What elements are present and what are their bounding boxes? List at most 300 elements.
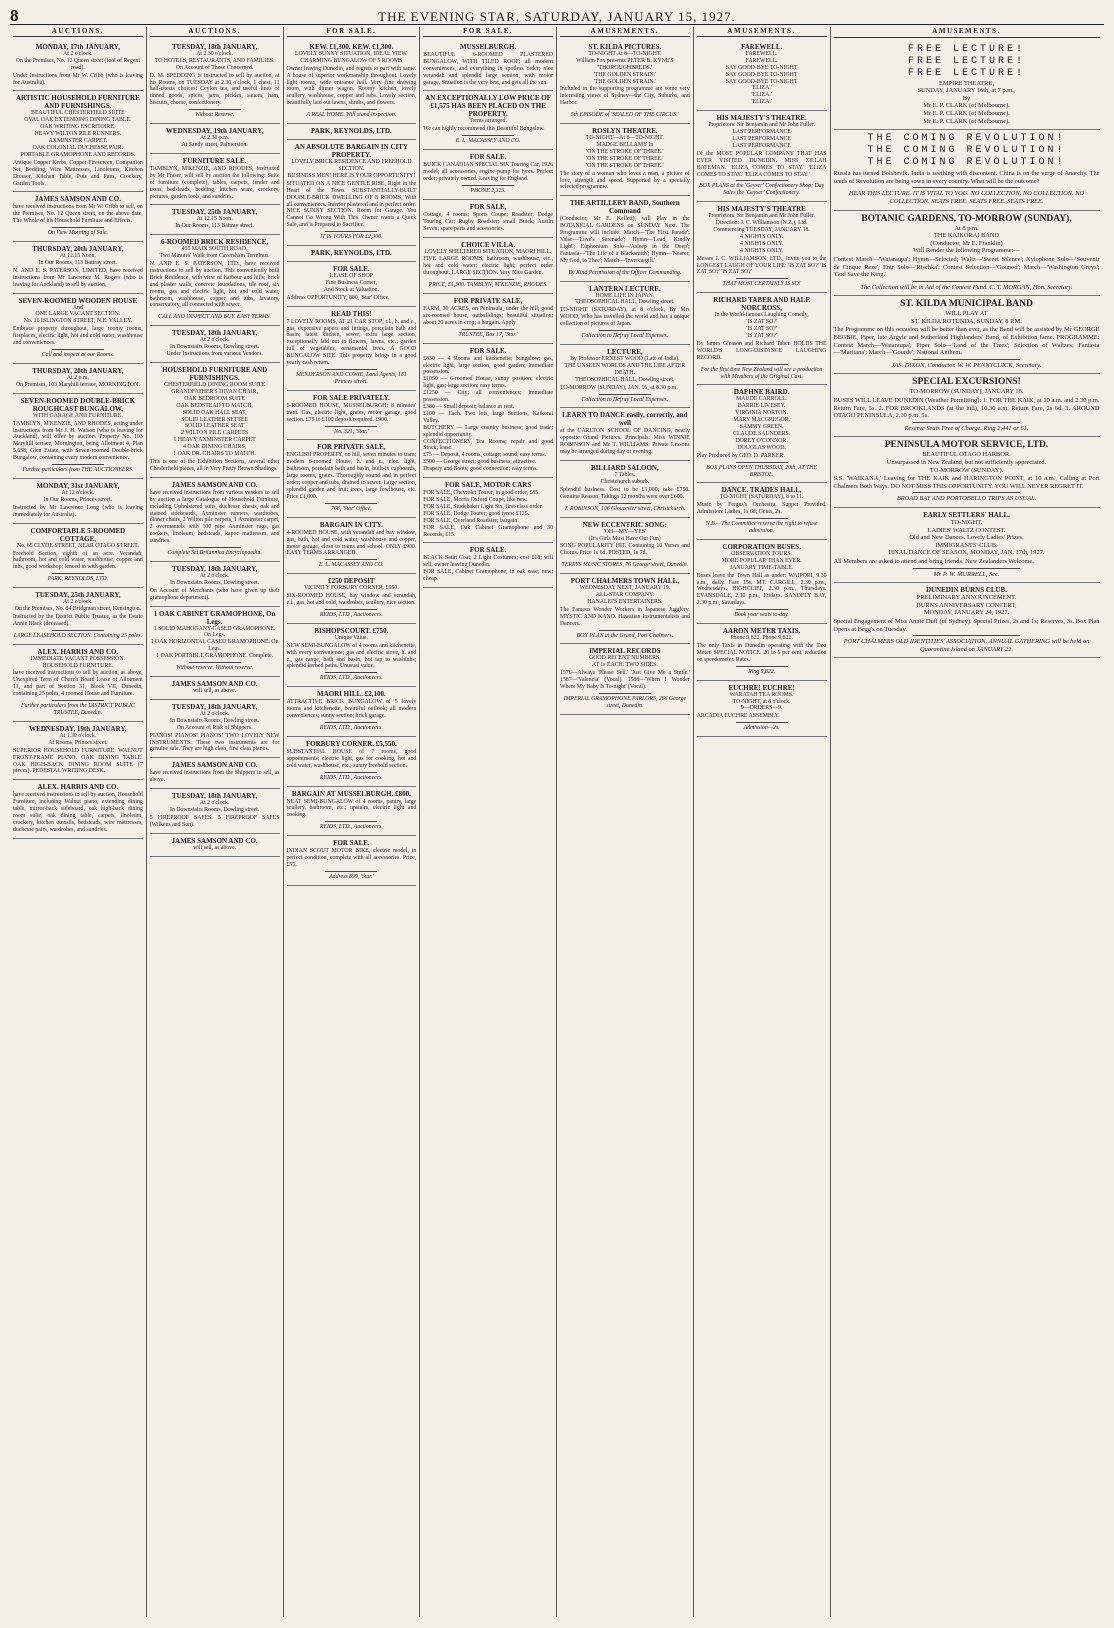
ad-line: 'OH—MY—YES' (603, 528, 647, 535)
ad-body: Instructed by the District Public Trustee, as the Estate Annie Black (deceased). (13, 613, 143, 627)
ad-footer: BOX PLAN at the Grand, Port Chalmers. (576, 632, 674, 639)
advertisement (697, 681, 827, 738)
ad-body: 5 FIREPROOF SAFES. 5 FIREPROOF SAFES (Wilkens and Son). (149, 814, 280, 828)
advertisement (423, 543, 553, 588)
ad-body: SONG POPULARITY HIT. Containing 10 Verses and Chorus. Price 1s 6d. POSTED, 1s 7d. (560, 543, 690, 557)
ad-body: INDIAN SCOUT MOTOR BIKE, electric model, in perfect condition, complete with all accessories. Price, £55. (286, 848, 417, 868)
ad-footer: Further particulars from the DISTRICT PUBLIC TRUSTEE, Dunedin. (20, 703, 135, 716)
ad-line: TO-NIGHT, at 8 o'clock. (732, 698, 791, 705)
ad-title: ST. KILDA PICTURES. (588, 42, 662, 51)
ad-body: This is one of the Exhibition Sections, several other Chesterfield pieces, all in Very Pretty Brown Shadings. (149, 458, 280, 472)
ad-title: FOR SALE. (469, 346, 507, 355)
ad-line: 'IS ZAT SO?' (746, 326, 777, 333)
advertisement (423, 344, 553, 478)
ad-line: On the Premises, No. 12 Queen street (foot of Regent road). (15, 57, 140, 71)
ad-body: S.S. 'WAIKANA,' Leaving for THE KAIK and HARINGTON POINT, at 10 a.m., Calling at Port Chalmers Both Ways. DO NOT MISS THIS OPPORTUNITY. YOU WILL NEVER REGRET IT. (833, 475, 1100, 490)
ad-line: HOUSEHOLD FURNITURE. (42, 662, 114, 669)
ad-rule (325, 772, 377, 773)
ad-line: WITH GARAGE AND FURNITURE. (32, 412, 123, 419)
ad-rule (913, 422, 1019, 423)
masthead (10, 6, 1104, 25)
ad-line: THE COMING REVOLUTION! (867, 145, 1066, 157)
ad-line: WEDNESDAY NEXT, JANUARY 19. (579, 585, 671, 592)
ad-title: FURNITURE SALE. (182, 156, 247, 165)
ad-title: WEDNESDAY, 19th JANUARY, (165, 127, 264, 136)
advertisement (150, 363, 280, 478)
ad-line: 1 OAK DR. CHAIRS TO MATCH. (173, 451, 256, 458)
ad-line: 'THOROUGHBREDS.' (597, 64, 653, 71)
ad-footer: E. L. MACASSEY AND CO. (455, 138, 521, 145)
ad-line: WILL PLAY AT (945, 310, 988, 318)
ad-rule (736, 722, 788, 723)
advertisement (287, 787, 417, 837)
ad-line: Christchurch suburb. (600, 478, 650, 485)
ad-title: AARON METER TAXIS. (722, 627, 801, 636)
ad-line: TO HOTELS, RESTAURANTS, AND FAMILIES. (154, 57, 275, 64)
ad-body: FOR SALE, Chevrolet Tourer, in good order, £85. FOR SALE, Morris Oxford Coupe, like new. FOR SALE, Studebaker Light Six, first-class order. FOR SALE, Dodge Tourer; good tyres; £125. FOR SALE, Overland Roadster; bargain. FOR SALE, Oak Cabinet Gramophone and 30 Records; £15. (423, 490, 553, 538)
advertisement (150, 478, 280, 562)
ad-line: LOVELY BRICK RESIDENCE AND FREEHOLD SECTION. (291, 159, 412, 172)
ad-line: will sell, as above. (193, 844, 237, 851)
ad-body: Music by Fergus's Orchestra. Supper Provided. Admission: Ladies, 1s 6d; Gents, 2s. (696, 502, 827, 516)
ad-line: OBSERVATION TOURS. (731, 550, 792, 557)
ad-line: Mr E. P. CLARK (of Melbourne). (923, 109, 1010, 117)
advertisement (287, 624, 417, 687)
ad-footer: TRUSTEE, Box 17, 'Star.' (458, 331, 518, 338)
ad-title: BARGAIN IN CITY. (319, 520, 383, 529)
ad-body: Freehold Section, eighth of an acre. Verandah, bathroom, hot and cold water, washhouse, copper and tubs, good workshop; fenced in with garden. (13, 550, 143, 571)
ad-title: THE ARTILLERY BAND, Southern Command (570, 199, 680, 216)
advertisement (13, 40, 143, 92)
ad-rule (599, 693, 651, 694)
advertisement (287, 40, 417, 124)
ad-line: FREE LECTURE! (907, 67, 1025, 79)
ad-body: FARM, 30 ACRES, on Peninsula, under the hill; good six-roomed house, outbuildings; beautiful situation; about 20 acres in crop; a bargain. Apply (423, 306, 553, 326)
ad-body: Of the MOST POPULAR COMPANY THAT HAS EVER VISITED DUNEDIN. MISS ZILLAH BATEMAN. 'ELIZA COMES TO STAY.' 'ELIZA COMES TO STAY.' 'ELIZA COMES TO STAY.' (696, 150, 827, 178)
ad-line: TO-NIGHT—At 8—TO-NIGHT. (585, 135, 664, 142)
advertisement (150, 154, 280, 206)
ad-body: 4-ROOMED HOUSE, with verandah and bay window, gas, bath, hot and cold water, washhouse and copper, motor garage, close to trams and school. ONLY £900. EASY TERMS ARRANGED. (286, 529, 417, 557)
ad-title: SPECIAL EXCURSIONS! (912, 377, 1021, 388)
ad-footer: T. ROBINSON, 106 Gloucester street, Christchurch. (564, 505, 686, 512)
ad-body: Special Engagement of Miss Annie Duff (of Sydney). Special Prizes, 2s and 1s; Reserves, 3s. Box Plan Opens at Begg's on Tuesday. (833, 617, 1100, 633)
ad-footer: A REAL HOME. Will stand inspection. (306, 112, 397, 119)
ad-body: The only Taxis in Dunedin operating with the Taxi Meter. SPECIAL NOTICE. 20 to 5 per cent. reduction on speedometer. Rates. (696, 643, 827, 663)
ad-title: ST. KILDA MUNICIPAL BAND (900, 299, 1033, 310)
ad-title: MONDAY, 17th JANUARY, (35, 42, 120, 51)
advertisement (13, 364, 143, 394)
ad-line: 'ELIZA.' (751, 99, 772, 106)
ad-body: ATTRACTIVE BRICK BUNGALOW of 5 lovely rooms and kitchenette, beautiful outlook; all modern conveniences; sunny section; brick garage. (286, 699, 417, 720)
ad-footer: N.B.—The Committee reserve the right to refuse admission. (705, 521, 818, 535)
ad-body: TAMBLYN, M'KENZIE, AND RHODES, acting under instructions from Mr J. H. Watson (who is leaving for Auckland), will offer by auction. Property No. 103 Maryhill terrace, Mornington, being Allotment 4, Plan 5,658, Glen Estate, with Seven-roomed Double-brick Bungalow, containing every modern convenience. (13, 420, 143, 462)
ad-rule (913, 281, 1019, 282)
ad-title: FORBURY CORNER. £5,550. (306, 739, 397, 748)
ad-footer: PORT CHALMERS OLD IDENTITIES' ASSOCIATION. ANNUAL GATHERING will be held on Quarantine Island on JANUARY 22. (843, 638, 1090, 653)
ad-line: (Conductor, Mr E. Franklin) (930, 239, 1003, 247)
advertisement (13, 91, 143, 192)
ad-line: GRANDFATHER'S DIVAN CHAIR, (171, 388, 258, 395)
ad-line: TO-NIGHT. (950, 518, 983, 526)
ad-body: Embrace property throughout, large roomy rooms, fireplaces, electric light, hot and cold water, washhouse and conveniences. (13, 326, 143, 347)
ad-line: Direction: J. C. Williamson (N.Z.), Ltd. (715, 220, 808, 227)
ad-line: MORE POPULAR THAN EVER. (721, 557, 802, 564)
ad-footer: Collection to Defray Local Expenses. (581, 396, 669, 403)
ad-rule (325, 503, 377, 504)
ad-rule (325, 231, 377, 232)
ad-line: In Downstairs Rooms, Dowling street. (170, 717, 260, 724)
ad-title: CHOICE VILLA. (461, 240, 516, 249)
advertisement (834, 374, 1100, 437)
ad-line: DOREY O'CONNOR. (735, 437, 788, 444)
masthead-title: THE EVENING STAR, SATURDAY, JANUARY 15, 1927. (378, 9, 736, 24)
ad-line: In Downstairs Rooms, Dowling street. (170, 579, 260, 586)
ad-rule (599, 109, 651, 110)
ad-title: BILLIARD SALOON, (591, 464, 659, 473)
ad-line: Will Render the following Programme:— (913, 247, 1020, 255)
ad-body: at the CARLTON SCHOOL OF DANCING, nearly opposite Grand Pictures. Principals: Miss WINNIE ROBINSON and Mr T. WILLIAMS. Private Lessons may be arranged during day or evening. (560, 428, 690, 456)
advertisement (834, 296, 1100, 374)
advertisement (560, 408, 690, 461)
ad-body: NEAT SEMI-BUNGALOW of 4 rooms, pantry, large scullery, bathroom, etc.; upstairs, electric light and cooking. (286, 798, 417, 819)
ad-line: At 2.30 p.m. (200, 135, 230, 142)
ad-title: PORT CHALMERS TOWN HALL, (570, 577, 680, 586)
ad-title: ARTISTIC HOUSEHOLD FURNITURE AND FURNISHINGS. (15, 94, 140, 111)
ad-title: AN ABSOLUTE BARGAIN IN CITY PROPERTY. (294, 143, 408, 160)
page-number: 8 (10, 6, 19, 25)
ad-line: CHARMING BUNGALOW OF 5 ROOMS (300, 57, 403, 64)
advertisement (150, 40, 280, 124)
ad-line: 'IS ZAT SO?' (746, 319, 777, 326)
advertisement (697, 111, 827, 202)
ad-line: No. 16 ISLINGTON STREET, N.E. VALLEY. (23, 318, 133, 325)
ad-rule (325, 559, 377, 560)
ad-body: The Programme on this occasion will be better than ever, as the Band will be assisted by Mr GEORGE BEGBIE, Piper, late Argyle and Sutherland Highlanders' Band, of Exhibition fame. PROGRAMME: Contest March—'Waiaraupa'; Piper Solo—'Land of the Trees'; Selection of Waltzes; Fantasia—'Maritana'; March—'Gourde'; National Anthem. (833, 326, 1100, 357)
advertisement (13, 242, 143, 294)
ad-line: SAY GOOD-BYE TO-NIGHT (725, 78, 798, 85)
ad-line: IMMEDIATE VACANT POSSESSION. (30, 655, 125, 662)
ad-title: TUESDAY, 18th JANUARY, (171, 329, 258, 338)
ad-title: HIS MAJESTY'S THEATRE. (716, 114, 807, 123)
columns (10, 27, 1104, 1617)
ad-rule (913, 635, 1019, 636)
ad-title: TUESDAY, 25th JANUARY, (35, 591, 121, 600)
advertisement (13, 479, 143, 524)
ad-body: (Conductor, Mr E. Kellett), will Play in the BOTANICAL GARDENS on SUNDAY Next. The Programme will include: March—'The First Parade'; Valse—'Love's Serenade'; Hymn—'Lead, Kindly Light'; Euphonium Solo—'Asleep in the Deep'; Fantasia—'The Life of a Blacksmith'; Hymn—'Nearer, My God, to Thee'; March—'Invercargill.' (560, 216, 690, 264)
advertisement (150, 758, 280, 789)
ad-footer: Address 899, 'Star.' (329, 873, 374, 880)
column-heading: AMUSEMENTS. (560, 27, 690, 37)
ad-line: PORTABLE GRAMOPHONE AND RECORDS. (20, 151, 136, 158)
ad-body: We can highly recommend this Beautiful Bungalow. (423, 126, 545, 133)
column-heading: AUCTIONS. (150, 27, 280, 37)
ad-line: FREE LECTURE! (907, 55, 1025, 67)
advertisement (287, 737, 417, 787)
ad-rule (189, 311, 241, 312)
ad-line: HEAVY WILTON PILE RUNNERS. (34, 131, 122, 138)
advertisement (150, 789, 280, 834)
ad-rule (52, 349, 104, 350)
ad-body: Address OPPORTUNITY, 800, 'Star' Office. (286, 294, 390, 301)
ad-line: At 12.15 Noon. (59, 253, 96, 260)
ad-rule (325, 871, 377, 872)
ad-title: KEW. £1,300. KEW. £1,300. (309, 42, 394, 51)
advertisement (13, 645, 143, 722)
ad-body: Messrs J. C. WILLIAMSON, LTD., Invite you to the LONGEST LAUGH OF YOUR LIFE: 'IS ZAT SO?' 'IS ZAT SO?' 'IS ZAT SO?' (696, 255, 827, 276)
column-1 (10, 27, 147, 1617)
advertisement (423, 150, 553, 200)
ad-line: Unsurpassed in New Zealand, but not sufficiently appreciated. (886, 459, 1047, 466)
advertisement (560, 282, 690, 345)
ad-footer: BOX PLANS OPEN THURSDAY, 20th, AT THE BRISTOL. (706, 464, 818, 478)
ad-line: THEOSOPHICAL HALL, Dowling street. (575, 299, 675, 306)
ad-body: have received instructions from Mr W. Cribb to sell, on the Premises, No. 12 Queen street, on the above date, The Whole of his Household Furniture and Effects. (13, 204, 143, 225)
ad-body: The Famous Wonder Workers in Japanese Jugglery. MYSTIC AND KANO. Hawaiian Instrumentalists and Dancers. (560, 606, 690, 627)
ad-footer: REIDS, LTD., Auctioneers. (319, 824, 383, 831)
ad-title: £250 DEPOSIT (328, 577, 375, 586)
ad-rule (736, 180, 788, 181)
advertisement (560, 124, 690, 196)
ad-line: MONDAY, JANUARY 24, 1927. (923, 609, 1010, 617)
advertisement (697, 40, 827, 111)
ad-line: At 2 o'clock. (199, 572, 230, 579)
ad-rule (52, 573, 104, 574)
ad-body: BUICK CANADIAN SPECIAL SIX Touring Car, 1926 model; all accessories, engine pump for tyres. Perfect order; privately owned. Leaving for England. (423, 162, 553, 182)
ad-footer: Book your seats to-day. (734, 612, 789, 619)
ad-title: FOR SALE. (333, 265, 370, 274)
ad-rule (599, 503, 651, 504)
ad-line: OVAL OAK EXTENDING DINING TABLE. (24, 117, 132, 124)
ad-title: 6-ROOMED BRICK RESIDENCE, (161, 238, 269, 247)
ad-line: OAK COLONIAL DUCHESSE PAIR. (32, 144, 124, 151)
ad-line: 2 WILTON PILE CARPETS (181, 430, 249, 437)
ad-title: EUCHRE! EUCHRE! (728, 683, 795, 692)
ad-line: 'ELIZA.' (751, 92, 772, 99)
ad-footer: REIDS, LTD., Auctioneers. (319, 611, 383, 618)
ad-line: PRELIMINARY ANNOUNCEMENT. (916, 594, 1017, 602)
ad-line: JANUARY TIME-TABLE. (729, 564, 794, 571)
ad-line: LAST PERFORMANCE (732, 129, 791, 136)
ad-line: SOLID OAK HALL SEAT, (182, 409, 247, 416)
ad-rule (736, 364, 788, 365)
ad-footer: REIDS, LTD., Auctioneers. (319, 675, 383, 682)
ad-body: have received instructions from various vendors to sell by auction a large Catalogue of Household Furniture, including Upholstered suits, duchesse chests, oak and stained sideboards, Axminster runners, wardrobes, dinner chairs, 2 Wilton pile carpets, 1 Axminster carpet, 2 overmantels with 100 pipe Axminster rugs, gas cookers, linoleum, bedsteads, kapoc mattresses, and sundries. (149, 489, 280, 545)
ad-line: On Account of Those Concerned. (175, 64, 254, 71)
ad-line: 1 SOLID MAHOGANY-CASED GRAMOPHONE. On Legs. (153, 625, 276, 639)
ad-line: At 2 o'clock. (199, 800, 230, 807)
ad-footer: BROAD BAY AND PORTOBELLO TRIPS AS USUAL. (896, 495, 1037, 503)
ad-line: 455 MAIN SOUTH ROAD, (181, 246, 248, 253)
advertisement (287, 262, 417, 307)
advertisement (287, 518, 417, 575)
advertisement (560, 518, 690, 575)
advertisement (287, 307, 417, 391)
ad-line: OAK BEDROOM SUITE (184, 395, 246, 402)
ad-rule (52, 464, 104, 465)
ad-title: FOR SALE, MOTOR CARS (445, 481, 532, 490)
ad-line: At 8 p.m. (954, 224, 979, 232)
ad-title: JAMES SAMSON AND CO. (171, 680, 258, 688)
ad-rule (189, 109, 241, 110)
ad-rule (462, 185, 514, 186)
column-6 (694, 27, 831, 1617)
advertisement (560, 644, 690, 714)
advertisement (423, 40, 553, 92)
ad-title: JAMES SAMSON AND CO. (171, 761, 258, 770)
ad-footer: The Collection will be in Aid of the Contest Fund. C. T. MORGAN, Hon. Secretary. (860, 283, 1073, 291)
ad-body: Included in the supporting programme are some very interesting views of Sydney—the City, Suburbs, and Harbor. (560, 86, 690, 107)
ad-footer: Call and inspect at our Rooms. (41, 352, 114, 358)
ad-line: FINAL DANCE OF SEASON, MONDAY, JAN. 17th, 1927. (888, 549, 1045, 557)
ad-rule (189, 662, 241, 663)
ad-rule (599, 394, 651, 395)
advertisement (150, 834, 280, 857)
ad-line: THE COMING REVOLUTION! (867, 157, 1066, 169)
ad-line: Fine Business Corner, (325, 279, 377, 286)
ad-line: On the Premises, No. 84 Bridgman street, Kensington. (14, 606, 142, 613)
advertisement (834, 211, 1100, 297)
ad-rule (325, 722, 377, 723)
ad-rule (325, 369, 377, 370)
ad-line: LOVELY SUNNY SITUATION, IDEAL VIEW. (294, 50, 408, 57)
ad-body: SUPERIOR HOUSEHOLD FURNITURE. WALNUT FRONT-FRAME PIANO. OAK DINING TABLE. OAK HIGH-BACK DINING ROOM SUITE (7 pieces). PEDESTAL WRITING DESK. (13, 747, 143, 775)
ad-title: TUESDAY, 25th JANUARY, (171, 208, 258, 217)
ad-rule (736, 666, 788, 667)
column-heading: AUCTIONS. (13, 27, 143, 37)
ad-line: In Our Rooms, Princes street. (43, 496, 113, 503)
ad-footer: PRICE, £1,300. TAMBLYN, M'KENZIE, RHODES. (428, 282, 548, 289)
ad-body: The story of a woman who loves a man, a picture of love, strength and speed. Supported by a specially selected programme. (560, 170, 690, 191)
ad-line: FAREWELL. (745, 57, 778, 64)
ad-footer: E. L. MACASSEY AND CO. (318, 562, 384, 569)
ad-rule (325, 109, 377, 110)
ad-line: In Our Rooms, 113 Battray street. (175, 223, 254, 230)
ad-title: EARLY SETTLERS' HALL. (923, 510, 1010, 519)
advertisement (150, 677, 280, 700)
ad-title: THURSDAY, 20th JANUARY, (32, 245, 124, 254)
ad-title: HIS MAJESTY'S THEATRE (717, 205, 806, 214)
ad-footer: PARK, REYNOLDS, LTD. (47, 576, 108, 583)
ad-line: FAREWELL. (745, 50, 778, 57)
ad-line: At 2 o'clock. (199, 337, 230, 344)
ad-title: NEW ECCENTRIC SONG: (582, 520, 668, 529)
ad-line: (It's Girls Must Have Our Fun) (589, 535, 661, 542)
ad-title: PARK, REYNOLDS, LTD. (311, 127, 392, 136)
ad-line: At Sandy street, Palmerston. (181, 141, 248, 148)
ad-footer: On View Morning of Sale. (47, 230, 109, 237)
ad-rule (913, 492, 1019, 493)
ad-body: Owner leaving Dunedin, and regrets to part with same. A house of superior workmanship throughout. Lovely light rooms, wide entrance hall. Very fine drawing room, with dinner wagon. Roomy kitchen, lovely scullery, washhouse, copper and tubs. Lovely section, beautifully laid out lawns, shrubs, and flowers. (286, 65, 417, 107)
ad-title: THURSDAY, 20th JANUARY, (32, 366, 124, 375)
ad-body: By James Gleason and Richard Taber. HOLDS THE WORLD'S LONG-DISTANCE LAUGHING RECORD. (696, 340, 827, 361)
ad-rule (736, 518, 788, 519)
ad-body: have received instructions to sell by auction, as above, Unexpired Term of Church Board Lease of Allotment 11, and part of Section 31, Block VII, Dunedin, containing 25 poles, 4 roomed House and Furniture. (13, 670, 143, 698)
ad-line: IMMIGRANTS' CLUB. (935, 541, 998, 549)
advertisement (13, 588, 143, 645)
ad-title: FAREWELL. (740, 42, 783, 51)
ad-body: Russia has turned Bolshevik. India is seething with discontent. China is on the verge of Anarchy. The seeds of Revolution are being sown in every country. What will be the outcome? (833, 170, 1100, 185)
ad-body: TO-NIGHT (SATURDAY), at 8 o'clock, By Mrs WOOD, Who has travelled the world and has a unique collection of pictures of Japan. (560, 307, 690, 328)
ad-body: SITUATED ON A NICE GENTLE RISE, Right in the Heart of the Town. SUBSTANTIALLY-BUILT DOUBLE-BRICK DWELLING OF 8 ROOMS, With all conveniences. Interior plastered and in perfect order. NICE SUNNY SECTION. Room for Garage. You Cannot Go Wrong With This. Owner wants a Quick Sale, and is Prepared to Sacrifice. (286, 180, 417, 229)
ad-title: ALEX. HARRIS AND CO. (37, 647, 119, 656)
advertisement (560, 40, 690, 124)
ad-line: AT 1s EACH. TWO SIDES. (591, 662, 658, 669)
advertisement (287, 574, 417, 624)
advertisement (423, 294, 553, 344)
ad-body: FIVE LARGE ROOMS, bathroom, washhouse, etc., hot and cold water; electric light; perfect order throughout. LARGE SECTION. Very Nice Garden. (423, 256, 553, 277)
ad-line: SOLID LEATHER SEAT (184, 423, 245, 430)
ad-footer: BOX PLANS at the 'Geyser' Confectionery Shop; Day Sales the 'Geyser' Confectionery. (699, 183, 825, 197)
advertisement (560, 574, 690, 644)
ad-line: Proprietors: Sir Benjamin and Mr John Fuller. (708, 122, 815, 129)
advertisement (287, 140, 417, 246)
ad-line: On Account of Risk of Shippers. (176, 724, 253, 731)
ad-footer: 5th EPISODE of 'SEALED OF THE CIRCUS.' (570, 112, 679, 119)
ad-body: On Account of Merchants (who have given up their gramophone department). (149, 587, 280, 601)
advertisement (560, 461, 690, 518)
ad-line: At 2 o'clock. (63, 599, 93, 606)
ad-footer: REIDS, LTD., Auctioneers. (319, 774, 383, 781)
ad-rule (599, 330, 651, 331)
ad-rule (736, 462, 788, 463)
advertisement (150, 124, 280, 154)
advertisement (423, 200, 553, 238)
ad-line: William Fox presents PETER B. KYNE'S (576, 57, 674, 64)
advertisement (834, 130, 1100, 210)
ad-line: In Our Rooms, 113 Battray street. (38, 259, 118, 266)
ad-line: SOLID LEATHER SETTEE (181, 416, 248, 423)
advertisement (13, 294, 143, 364)
ad-rule (462, 135, 514, 136)
ad-line: And Stock at Valuation. (323, 286, 380, 293)
ad-footer: Complete Set Britannica Encyclopaedia. (167, 550, 262, 557)
ad-title: MONDAY, 31st JANUARY, (36, 481, 120, 490)
ad-line: HANALEI'S ENTERTAINERS. (587, 598, 663, 605)
ad-line: LEASE OF SHOP (329, 273, 373, 280)
ad-line: No. 65 CLYDE STREET, NEAR OTAGO STREET. (16, 542, 139, 549)
ad-line: BARRIE LIVESEY. (737, 403, 786, 410)
ad-line: BURNS ANNIVERSARY CONCERT, (916, 601, 1017, 609)
ad-rule (462, 279, 514, 280)
ad-footer: Further particulars from THE AUCTIONEERS. (22, 467, 134, 474)
ad-rule (325, 426, 377, 427)
ad-footer: Admission—2s. (743, 725, 780, 732)
advertisement (834, 583, 1100, 658)
ad-line: CLAUDE SAUNDERS. (733, 430, 791, 437)
ad-rule (462, 329, 514, 330)
column-heading: FOR SALE. (287, 27, 417, 37)
advertisement (697, 624, 827, 681)
ad-footer: HEAR THIS LECTURE. IT IS VITAL TO YOU. NO COLLECTION. NO COLLECTION. NO COLLECTION. SEATS FREE. SEATS FREE. SEATS FREE. (848, 190, 1085, 205)
ad-footer: TERRYS MUSIC STORES, 76 George street, Dunedin. (561, 562, 689, 569)
ad-rule (736, 609, 788, 610)
ad-line: LOVELY SHELTERED SITUATION, MAORI HILL. (424, 248, 552, 255)
advertisement (697, 540, 827, 624)
ad-line: At 2.30 o'clock. (196, 50, 234, 57)
ad-title: FOR SALE. (333, 839, 370, 848)
ad-body: N. AND E. S. PATERSON, LTD., have received instructions to sell by auction. This conveniently built Brick Residence, with view of harbour and hills; brick and plaster walls, concrete foundations, tile roof, six rooms, gas and electric light, hot and cold water, bathroom, washhouse, copper and tubs, lavatory, conservatory, all connected with sewer. (149, 261, 280, 309)
ad-line: VIRGINIA NORTON. (735, 410, 788, 417)
ad-line: At 1.30 o'clock. (59, 732, 97, 739)
ad-line: THE KAIKORAI BAND (933, 232, 1000, 240)
ad-footer: Without reserve. Without reserve. (176, 665, 254, 672)
ad-line: DOUGLAS WOOD. (737, 444, 786, 451)
ad-body: Instructed by Mr Lawrence Long (who is leaving immediately for Australia). (13, 504, 143, 518)
ad-footer: LARGE LEASEHOLD SECTION. Containing 25 poles. (13, 632, 143, 639)
ad-body: have received instructions to sell by auction, Household Furniture, including Walnut piano, extending dining table, mirror-back sideboard, oak high-back dining room suite, oak dining table, carpets, linoleum, crockery, kitchen utensils, bedsteads, wire mattresses, duchesse pairs, wardrobes, and sundries. (13, 792, 143, 833)
ad-body: N. AND E. S. PATERSON, LIMITED, have received instructions from Mr Lawrence M. Rogers (who is leaving for Auckland) to sell by auction, (13, 267, 143, 288)
ad-line: WARATAH TEA ROOMS. (729, 691, 794, 698)
